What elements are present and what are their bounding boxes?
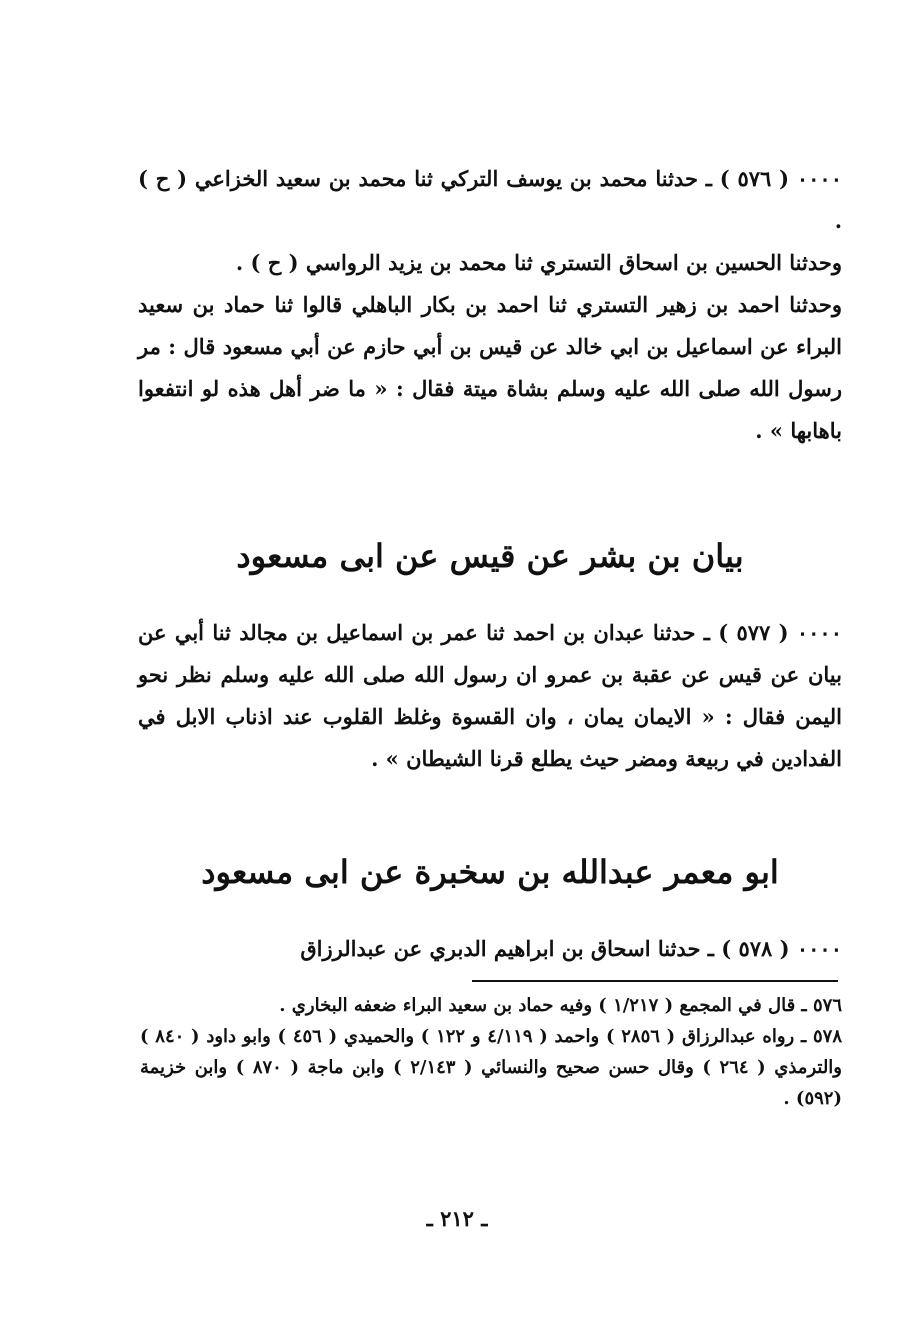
footnote-separator bbox=[472, 980, 838, 982]
footnote-576: ٥٧٦ ـ قال في المجمع ( ١/٢١٧ ) وفيه حماد بن سعيد البراء ضعفه البخاري . bbox=[279, 995, 842, 1016]
hadith-577-text: ٠٠٠٠ ( ٥٧٧ ) ـ حدثنا عبدان بن احمد ثنا عمر بن اسماعيل بن مجالد ثنا أبي عن بيان عن قيس عن عقبة بن عمرو ان رسول الله صلى الله عليه وسلم نظر نحو اليمن فقال : « الايمان يمان ، وان القسوة وغلظ القلوب عند اذناب الابل في الفدادين في ربيعة ومضر حيث يطلع قرنا الشيطان » . bbox=[138, 620, 842, 771]
footnote-578: ٥٧٨ ـ رواه عبدالرزاق ( ٢٨٥٦ ) واحمد ( ٤/١١٩ و ١٢٢ ) والحميدي ( ٤٥٦ ) وابو داود ( ٨٤٠ ) والترمذي ( ٢٦٤ ) وقال حسن صحيح والنسائي ( ٢/١٤٣ ) وابن ماجة ( ٨٧٠ ) وابن خزيمة (٥٩٢) . bbox=[140, 1026, 842, 1109]
footnotes bbox=[140, 990, 842, 1114]
hadith-578-block bbox=[138, 928, 842, 970]
page-number: ـ ٢١٢ ـ bbox=[426, 1206, 488, 1231]
hadith-576-block bbox=[138, 158, 842, 452]
hadith-578-text: ٠٠٠٠ ( ٥٧٨ ) ـ حدثنا اسحاق بن ابراهيم الدبري عن عبدالرزاق bbox=[300, 936, 842, 961]
hadith-576-isnad-1: ٠٠٠٠ ( ٥٧٦ ) ـ حدثنا محمد بن يوسف التركي ثنا محمد بن سعيد الخزاعي ( ح ) . bbox=[138, 166, 842, 233]
hadith-576-text: وحدثنا احمد بن زهير التستري ثنا احمد بن بكار الباهلي قالوا ثنا حماد بن سعيد البراء عن اسماعيل بن ابي خالد عن قيس بن أبي حازم عن أبي مسعود قال : مر رسول الله صلى الله عليه وسلم بشاة ميتة فقال : « ما ضر أهل هذه لو انتفعوا باهابها » . bbox=[138, 292, 842, 443]
hadith-576-isnad-2: وحدثنا الحسين بن اسحاق التستري ثنا محمد بن يزيد الرواسي ( ح ) . bbox=[235, 250, 842, 275]
section-heading-abu-mamar: ابو معمر عبدالله بن سخبرة عن ابى مسعود bbox=[201, 853, 779, 891]
section-heading-bayan: بيان بن بشر عن قيس عن ابى مسعود bbox=[236, 537, 744, 575]
hadith-577-block bbox=[138, 612, 842, 780]
